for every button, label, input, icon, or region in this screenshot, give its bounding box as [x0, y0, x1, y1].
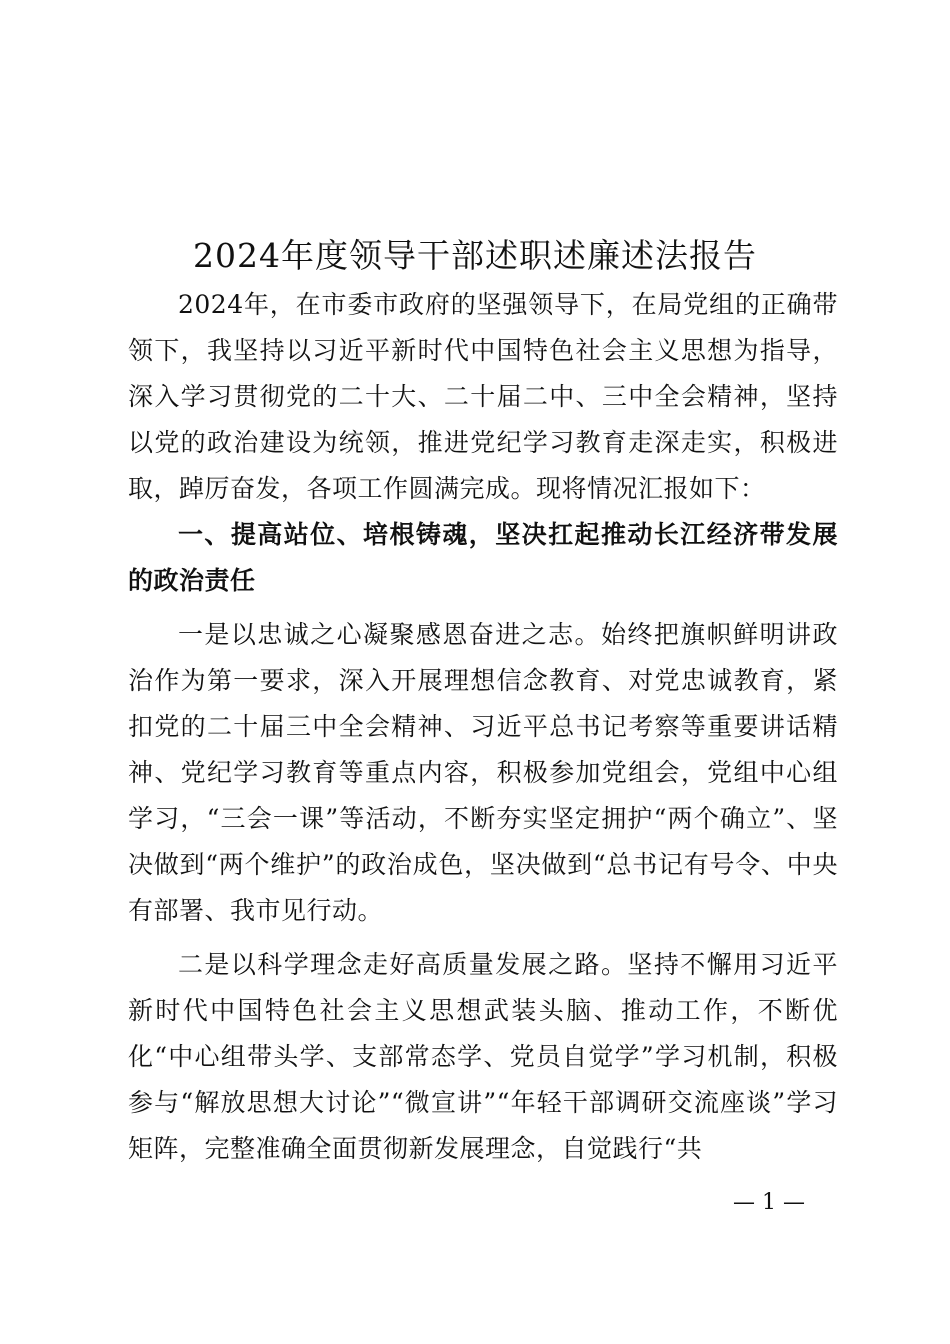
paragraph-2: 二是以科学理念走好高质量发展之路。坚持不懈用习近平新时代中国特色社会主义思想武装头脑、推动工作，不断优化“中心组带头学、支部常态学、党员自觉学”学习机制，积极参与“解放思想大讨论”“微宣讲”“年轻干部调研交流座谈”学习矩阵，完整准确全面贯彻新发展理念，自觉践行“共 — [128, 950, 838, 1163]
page-number: — 1 — — [733, 1190, 805, 1215]
intro-paragraph: 2024年，在市委市政府的坚强领导下，在局党组的正确带领下，我坚持以习近平新时代中国特色社会主义思想为指导，深入学习贯彻党的二十大、二十届二中、三中全会精神，坚持以党的政治建设为统领，推进党纪学习教育走深走实，积极进取，踔厉奋发，各项工作圆满完成。现将情况汇报如下： — [128, 290, 838, 503]
section-heading-1: 一、提高站位、培根铸魂，坚决扛起推动长江经济带发展的政治责任 — [128, 520, 838, 595]
document-title: 2024年度领导干部述职述廉述法报告 — [193, 236, 757, 275]
paragraph-1: 一是以忠诚之心凝聚感恩奋进之志。始终把旗帜鲜明讲政治作为第一要求，深入开展理想信念教育、对党忠诚教育，紧扣党的二十届三中全会精神、习近平总书记考察等重要讲话精神、党纪学习教育等重点内容，积极参加党组会，党组中心组学习，“三会一课”等活动，不断夯实坚定拥护“两个确立”、坚决做到“两个维护”的政治成色，坚决做到“总书记有号令、中央有部署、我市见行动。 — [128, 620, 838, 925]
document-body — [128, 282, 838, 1172]
